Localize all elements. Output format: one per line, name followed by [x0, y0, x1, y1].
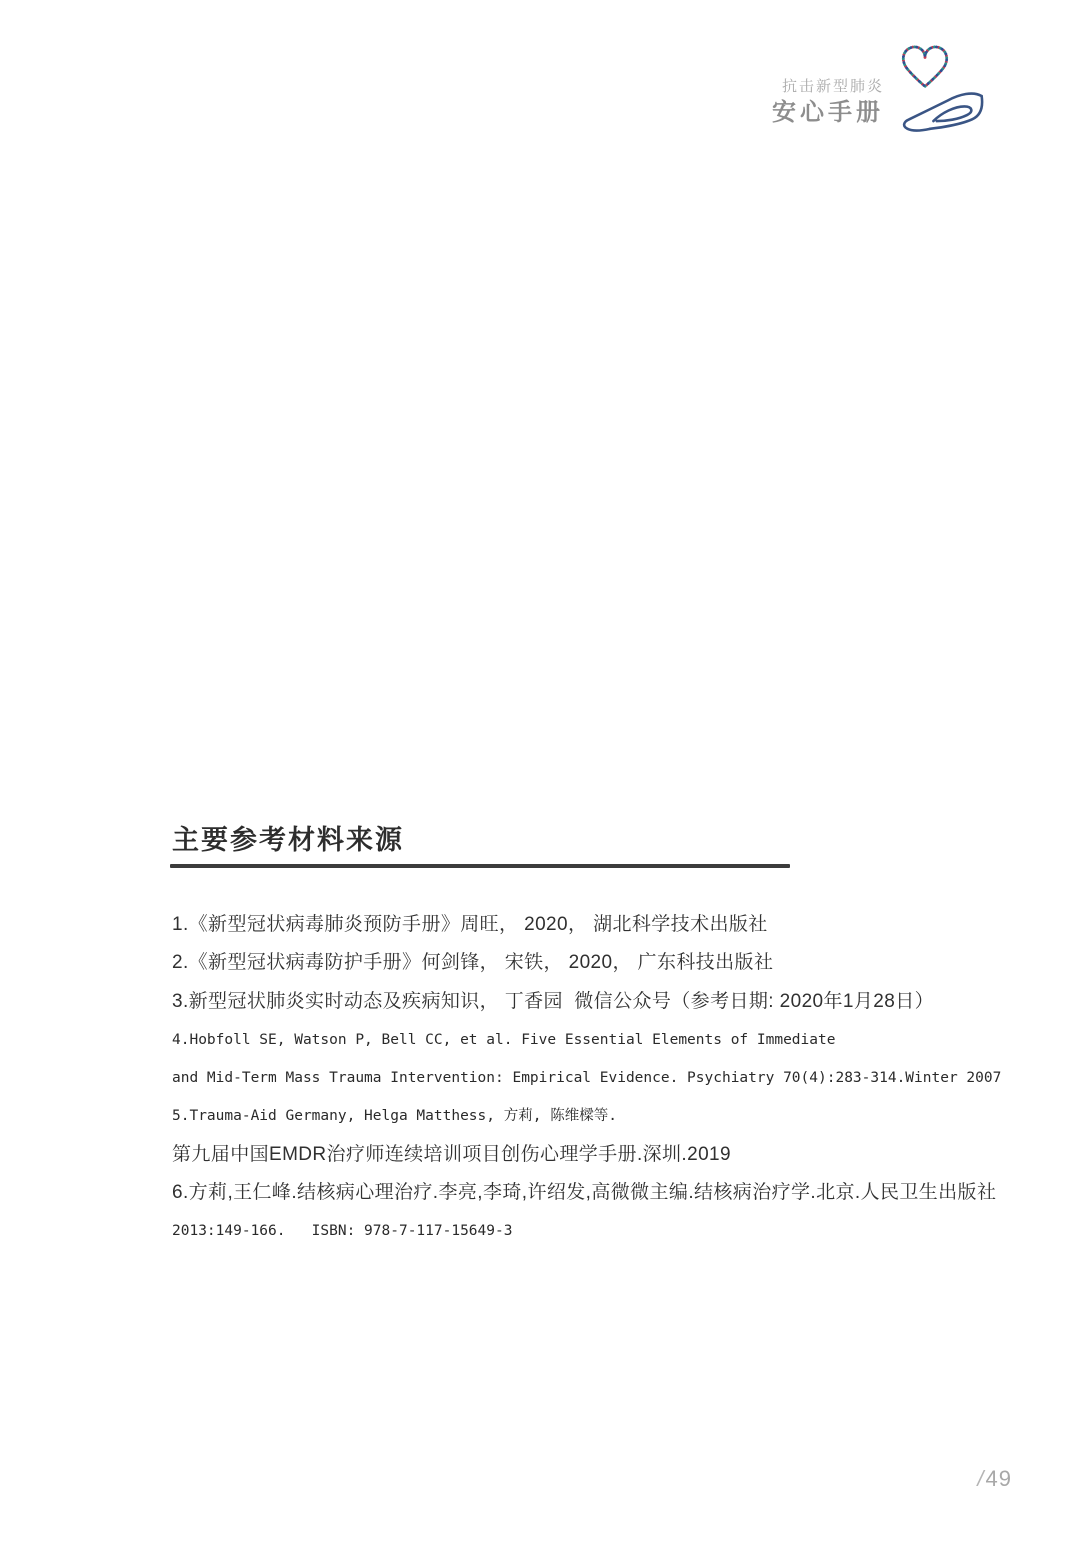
reference-line: 2.《新型冠状病毒防护手册》何剑锋， 宋铁， 2020， 广东科技出版社	[172, 952, 774, 974]
reference-line: 1.《新型冠状病毒肺炎预防手册》周旺， 2020， 湖北科学技术出版社	[172, 914, 768, 935]
reference-line: 2013:149-166. ISBN: 978-7-117-15649-3	[172, 1223, 513, 1240]
logo-tagline: 抗击新型肺炎	[781, 78, 884, 95]
page-number-value: 49	[985, 1466, 1012, 1491]
header-logo	[772, 42, 992, 134]
giving-hand-icon	[898, 84, 986, 134]
reference-line: and Mid-Term Mass Trauma Intervention: Empirical Evidence. Psychiatry 70(4):283-314.Winter 2007	[172, 1070, 1002, 1087]
section-title: 主要参考材料来源	[172, 825, 404, 855]
reference-line: 5.Trauma-Aid Germany, Helga Matthess, 方莉, 陈维樑等.	[172, 1108, 617, 1125]
logo-art	[892, 42, 992, 134]
title-underline	[170, 864, 790, 868]
page-number-slash: /	[977, 1466, 985, 1491]
reference-line: 4.Hobfoll SE, Watson P, Bell CC, et al. Five Essential Elements of Immediate	[172, 1031, 836, 1048]
logo-title: 安心手册	[772, 99, 884, 126]
reference-line: 3.新型冠状肺炎实时动态及疾病知识， 丁香园 微信公众号（参考日期: 2020年1月28日）	[172, 990, 935, 1012]
reference-line: 6.方莉,王仁峰.结核病心理治疗.李亮,李琦,许绍发,高微微主编.结核病治疗学.北京.人民卫生出版社	[172, 1182, 997, 1204]
logo-text	[772, 76, 884, 134]
reference-line: 第九届中国EMDR治疗师连续培训项目创伤心理学手册.深圳.2019	[172, 1143, 731, 1165]
references-list	[172, 906, 1032, 1251]
page-number	[977, 1466, 1012, 1492]
